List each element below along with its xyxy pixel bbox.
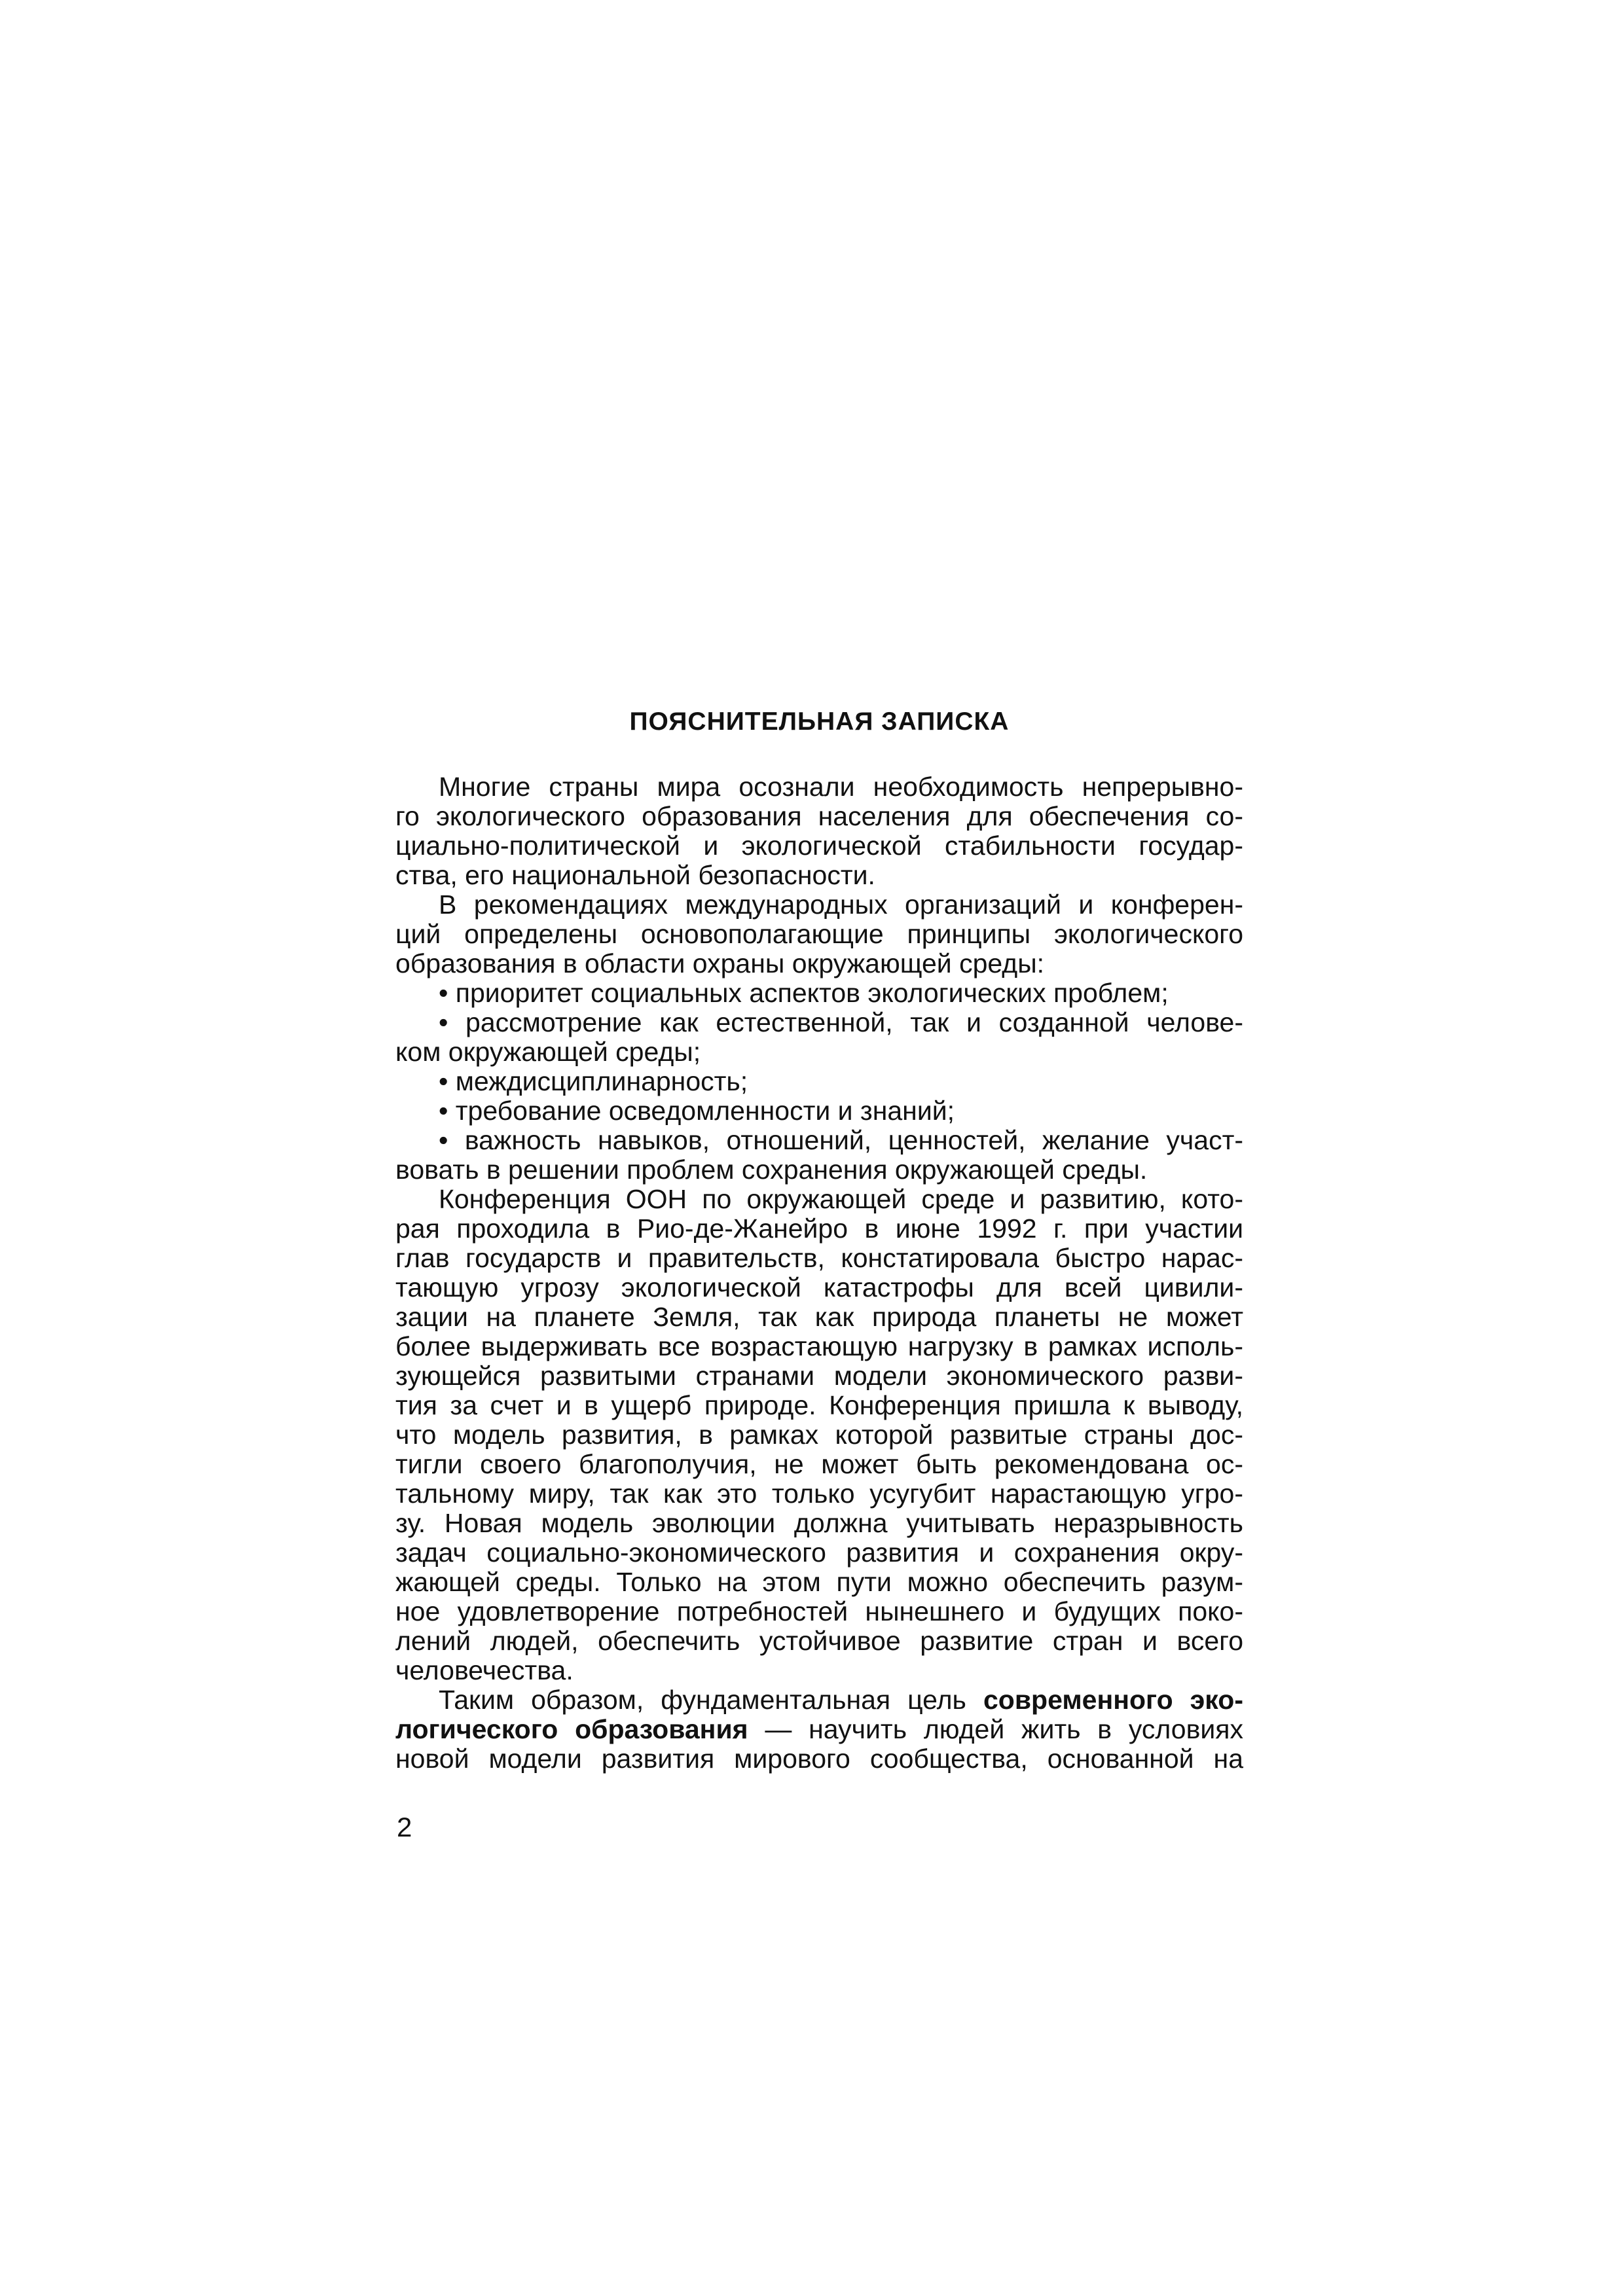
paragraph-3 — [395, 1185, 1243, 1685]
text-line: го экологического образования населения для обеспечения со- — [395, 801, 1243, 831]
text-line: Конференция ООН по окружающей среде и развитию, кото- — [439, 1184, 1243, 1214]
text-line: новой модели развития мирового сообщества, основанной на — [395, 1744, 1243, 1774]
body-text — [395, 772, 1243, 1774]
text-line: лений людей, обеспечить устойчивое развитие стран и всего — [395, 1626, 1243, 1656]
emphasis-text: логического образования — [395, 1714, 748, 1744]
paragraph-2 — [395, 890, 1243, 978]
text-line: образования в области охраны окружающей среды: — [395, 948, 1045, 978]
principles-list — [395, 978, 1243, 1185]
text-line: циально-политической и экологической стабильности государ- — [395, 831, 1243, 861]
text-line: жающей среды. Только на этом пути можно обеспечить разум- — [395, 1567, 1243, 1597]
text-line: задач социально-экономического развития и сохранения окру- — [395, 1537, 1243, 1568]
paragraph-1 — [395, 772, 1243, 890]
list-item: • приоритет социальных аспектов экологических проблем; — [439, 978, 1169, 1008]
text-line — [395, 1715, 1243, 1744]
text-line: тия за счет и в ущерб природе. Конференция пришла к выводу, — [395, 1390, 1243, 1420]
text-line: зации на планете Земля, так как природа планеты не может — [395, 1302, 1243, 1332]
text-line: зующейся развитыми странами модели экономического разви- — [395, 1361, 1243, 1391]
text-line: тальному миру, так как это только усугубит нарастающую угро- — [395, 1479, 1243, 1509]
text-run: Таким образом, фундаментальная цель — [439, 1685, 966, 1715]
text-line: более выдерживать все возрастающую нагрузку в рамках исполь- — [395, 1331, 1243, 1361]
text-line: Многие страны мира осознали необходимость непрерывно- — [439, 772, 1243, 802]
text-line: зу. Новая модель эволюции должна учитывать неразрывность — [395, 1508, 1243, 1538]
text-line: ства, его национальной безопасности. — [395, 860, 875, 890]
text-line: тающую угрозу экологической катастрофы для всей цивили- — [395, 1272, 1243, 1302]
emphasis-text: современного эко- — [983, 1685, 1243, 1715]
text-line: В рекомендациях международных организаций и конферен- — [439, 889, 1243, 920]
text-line: человечества. — [395, 1655, 574, 1685]
text-line: что модель развития, в рамках которой развитые страны дос- — [395, 1420, 1243, 1450]
text-run: — научить людей жить в условиях — [765, 1714, 1243, 1744]
text-line — [395, 1685, 1243, 1715]
page-title: ПОЯСНИТЕЛЬНАЯ ЗАПИСКА — [629, 708, 1010, 736]
list-item: • рассмотрение как естественной, так и созданной челове- — [439, 1007, 1243, 1037]
paragraph-4 — [395, 1685, 1243, 1774]
list-item: • требование осведомленности и знаний; — [439, 1096, 955, 1126]
page-number: 2 — [397, 1812, 412, 1842]
text-line: ное удовлетворение потребностей нынешнего и будущих поко- — [395, 1596, 1243, 1626]
list-item: • важность навыков, отношений, ценностей, желание участ- — [439, 1125, 1243, 1155]
list-item-continuation: вовать в решении проблем сохранения окружающей среды. — [395, 1155, 1148, 1185]
list-item: • междисциплинарность; — [439, 1066, 748, 1096]
text-line: глав государств и правительств, констатировала быстро нарас- — [395, 1243, 1243, 1273]
text-line: рая проходила в Рио-де-Жанейро в июне 1992 г. при участии — [395, 1213, 1243, 1244]
text-line: тигли своего благополучия, не может быть рекомендована ос- — [395, 1449, 1243, 1479]
text-line: ций определены основополагающие принципы экологического — [395, 919, 1243, 949]
list-item-continuation: ком окружающей среды; — [395, 1037, 701, 1067]
